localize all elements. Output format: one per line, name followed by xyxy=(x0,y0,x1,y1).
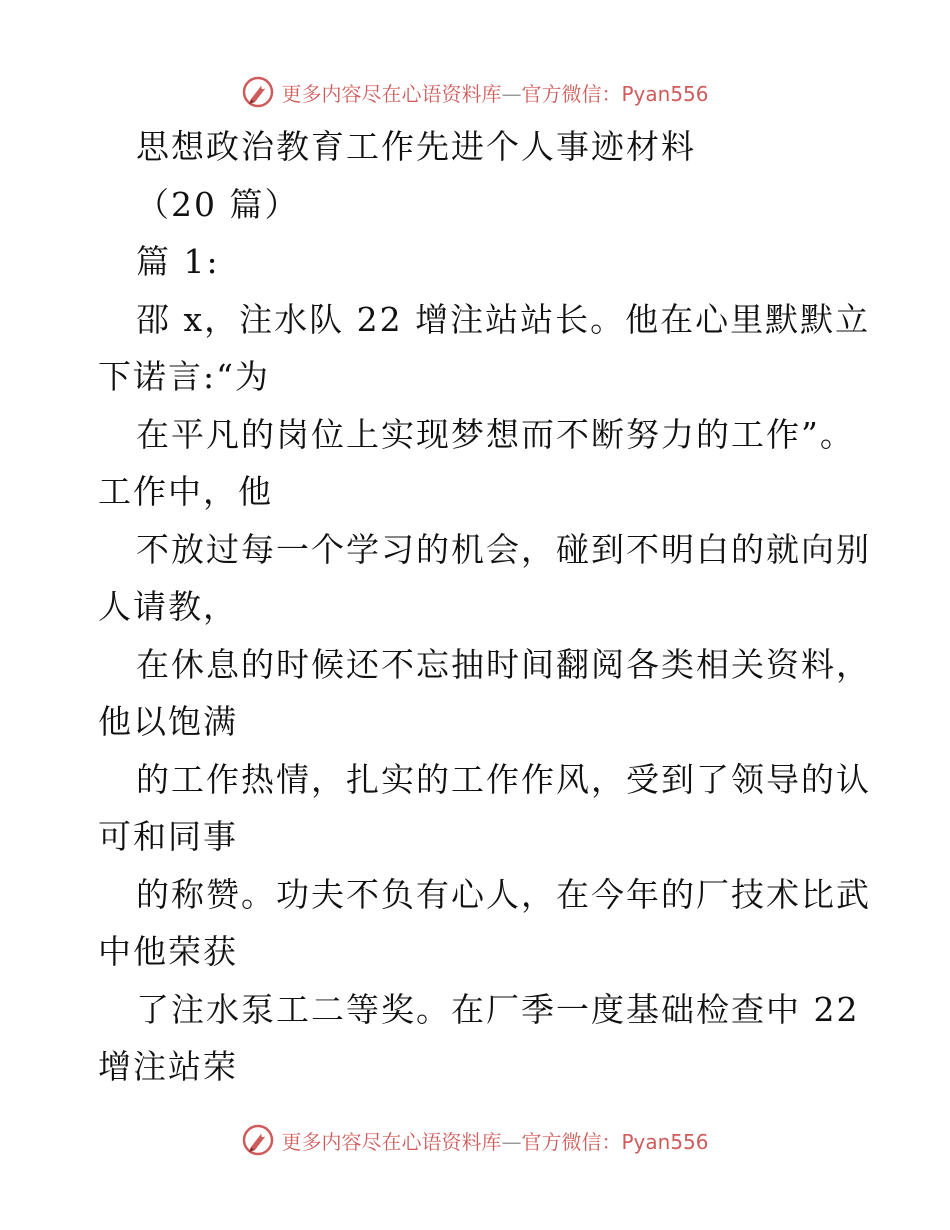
text-line: 不放过每一个学习的机会，碰到不明白的就向别 xyxy=(136,529,871,569)
text-line: 人请教， xyxy=(98,587,238,626)
text-line: 的工作热情，扎实的工作作风，受到了领导的认 xyxy=(136,759,871,799)
pen-logo-icon xyxy=(241,1123,275,1157)
watermark-main-text: 更多内容尽在心语资料库 xyxy=(281,81,502,106)
watermark-contact-id: Pyan556 xyxy=(621,81,709,106)
text-line: 在平凡的岗位上实现梦想而不断努力的工作”。 xyxy=(136,414,855,454)
text-line: 的称赞。功夫不负有心人，在今年的厂技术比武 xyxy=(136,874,871,914)
watermark-contact-id: Pyan556 xyxy=(621,1129,709,1154)
document-body xyxy=(98,118,871,1096)
text-line: 了注水泵工二等奖。在厂季一度基础检查中 22 xyxy=(136,989,860,1029)
text-line: （20 篇） xyxy=(136,184,300,224)
text-line: 可和同事 xyxy=(98,817,238,856)
text-line: 邵 x，注水队 22 增注站站长。他在心里默默立 xyxy=(136,299,871,339)
text-line: 工作中，他 xyxy=(98,472,273,511)
text-line: 他以饱满 xyxy=(98,702,238,741)
watermark-text xyxy=(281,78,708,107)
pen-logo-icon xyxy=(241,75,275,109)
footer-watermark xyxy=(0,1120,950,1160)
watermark-text xyxy=(281,1126,708,1155)
document-title: 思想政治教育工作先进个人事迹材料 xyxy=(136,127,696,166)
text-line: 增注站荣 xyxy=(98,1047,238,1086)
watermark-contact-label: 官方微信： xyxy=(521,1129,622,1154)
text-line: 下诺言:“为 xyxy=(98,357,270,396)
watermark-main-text: 更多内容尽在心语资料库 xyxy=(281,1129,502,1154)
text-line: 篇 1: xyxy=(136,242,220,281)
watermark-separator: — xyxy=(501,1129,522,1154)
header-watermark xyxy=(0,72,950,112)
text-line: 中他荣获 xyxy=(98,932,238,971)
watermark-separator: — xyxy=(501,81,522,106)
watermark-contact-label: 官方微信： xyxy=(521,81,622,106)
text-line: 在休息的时候还不忘抽时间翻阅各类相关资料， xyxy=(136,644,871,684)
